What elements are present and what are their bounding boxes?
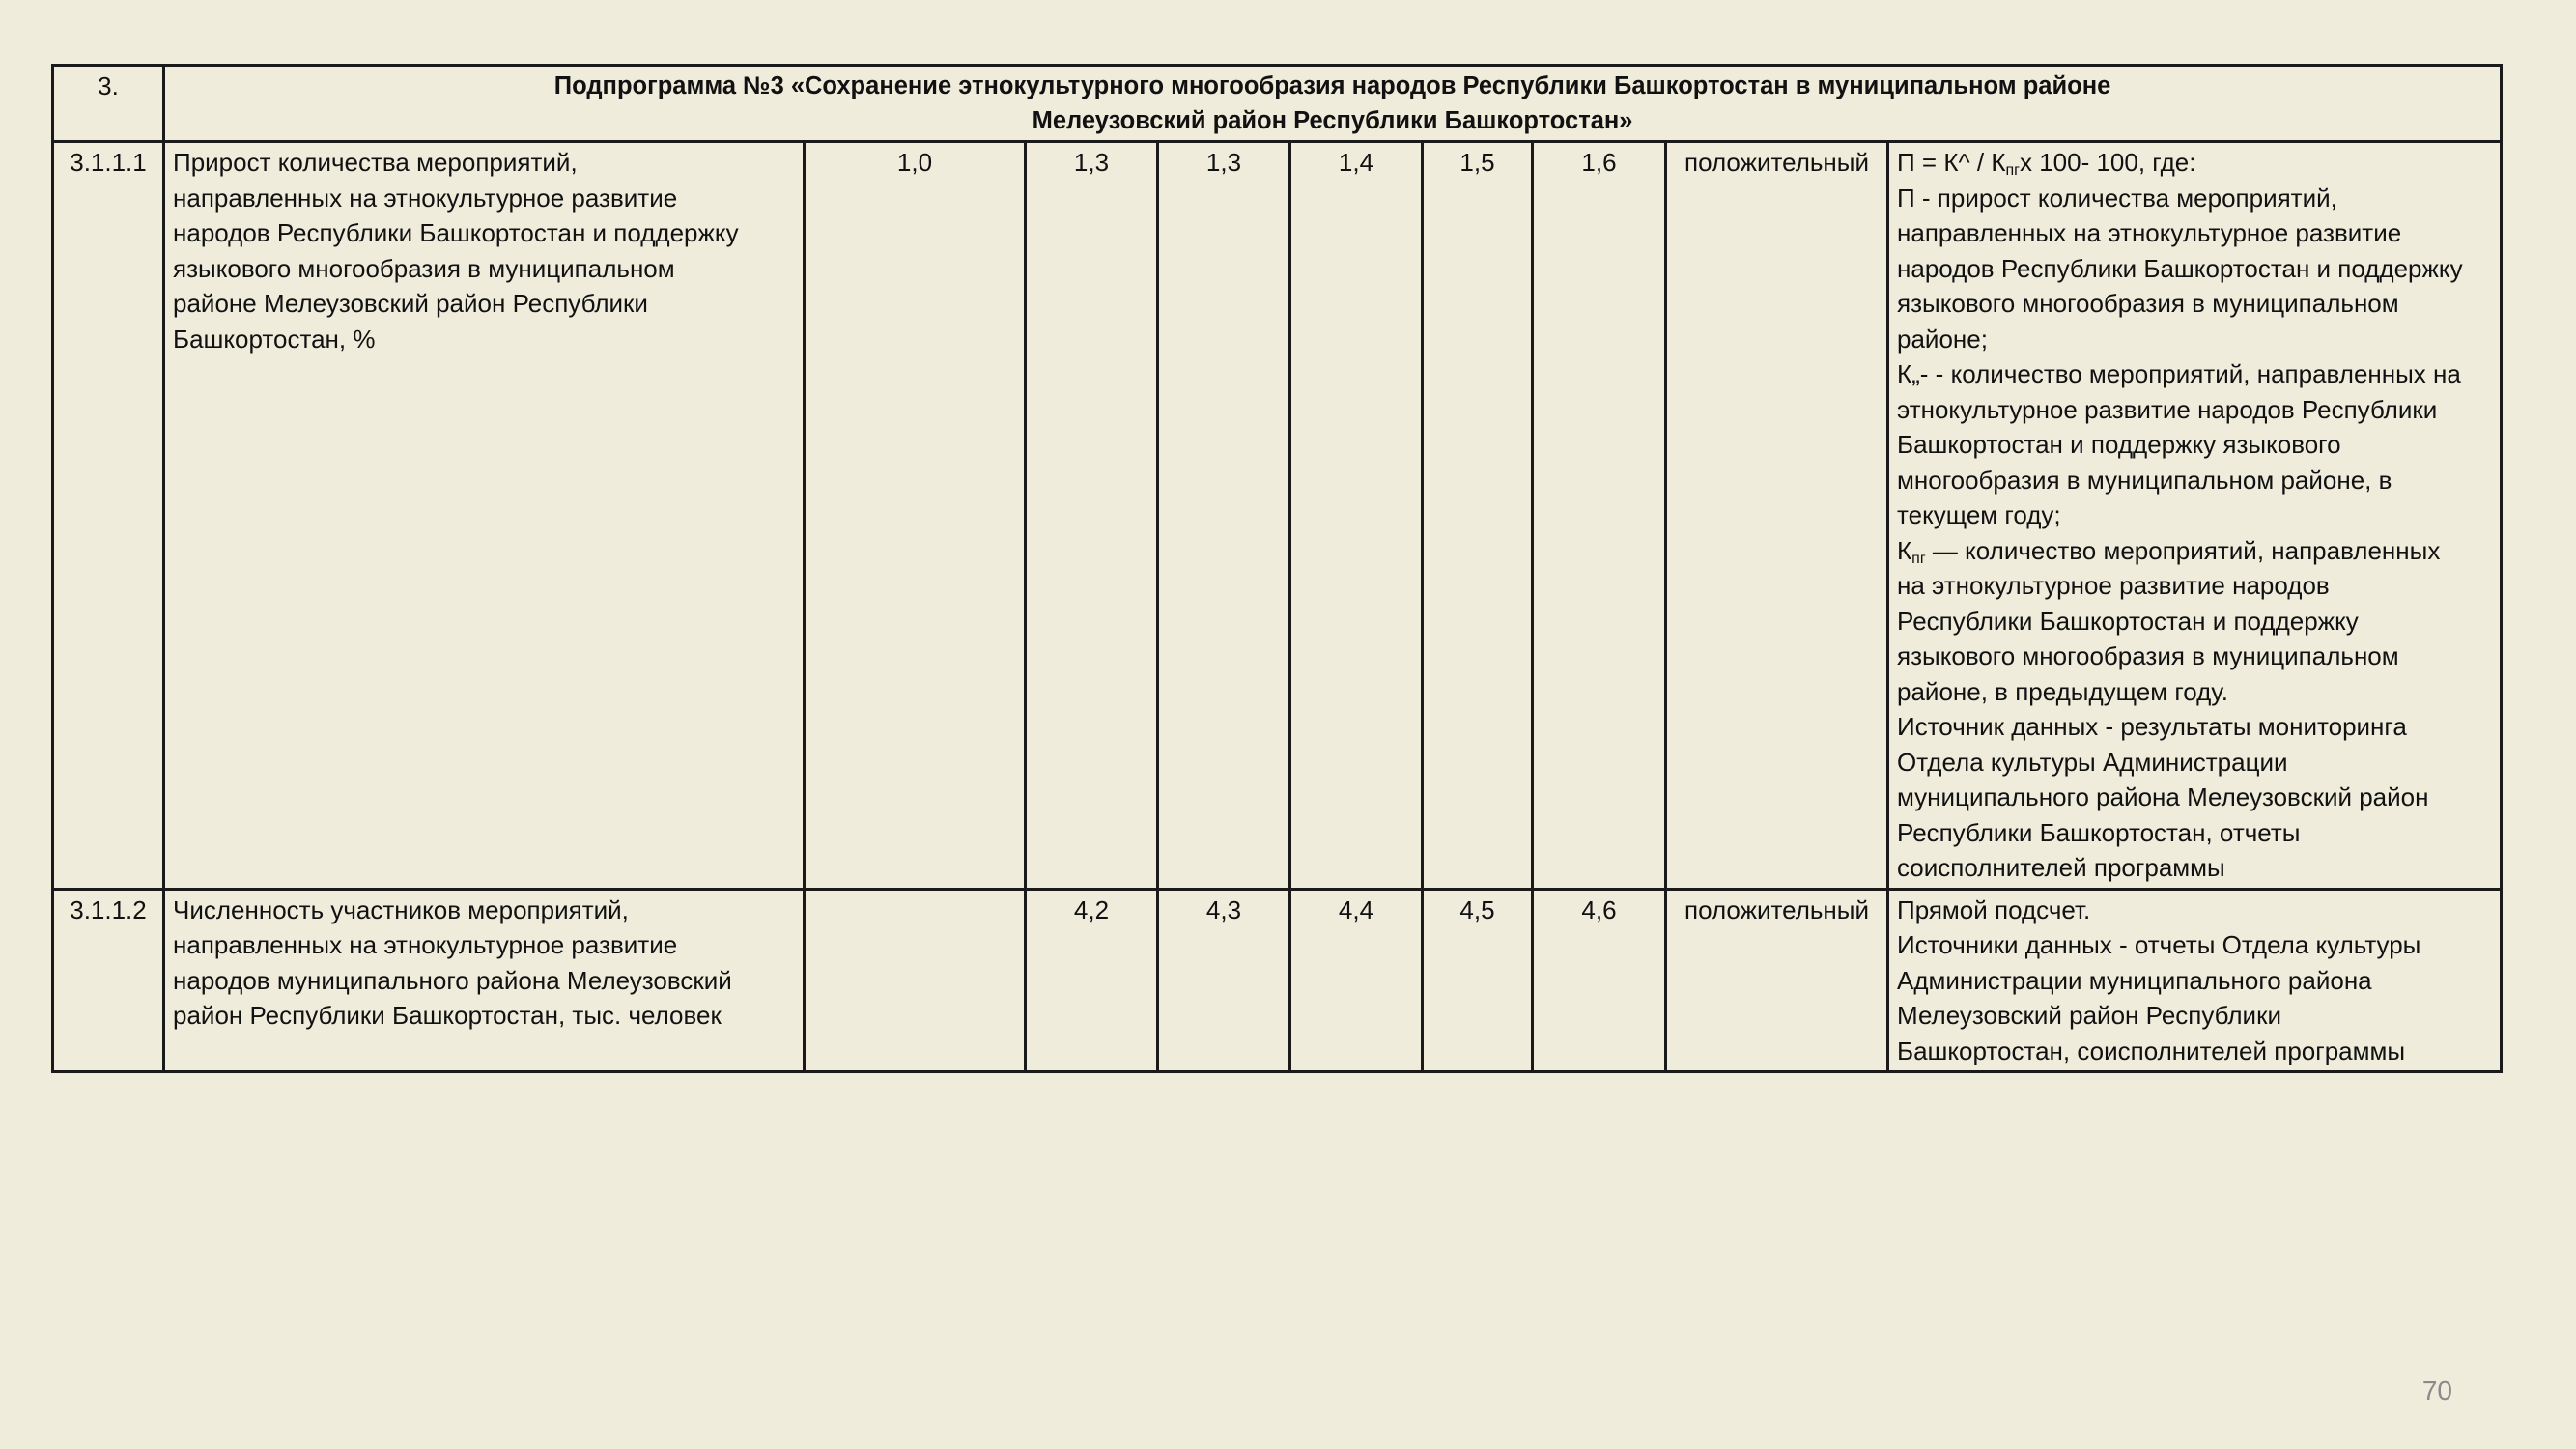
subprogram-title bbox=[164, 66, 2502, 142]
value-cell: 1,0 bbox=[805, 142, 1026, 890]
value-cell: 1,3 bbox=[1158, 142, 1290, 890]
value-cell: 4,3 bbox=[1158, 889, 1290, 1072]
calculation-method: Прямой подсчет. Источники данных - отчеты Отдела культуры Администрации муниципального района Мелеузовский район Республики Башкортостан, соисполнителей программы bbox=[1888, 889, 2502, 1072]
subprogram-title-line1: Подпрограмма №3 «Сохранение этнокультурного многообразия народов Республики Башкортостан в муниципальном районе bbox=[553, 72, 2111, 99]
value-cell: 1,4 bbox=[1290, 142, 1423, 890]
method-text: П - прирост количества мероприятий, направленных на этнокультурное развитие народов Республики Башкортостан и поддержку языкового многообразия в муниципальном районе; К„- - количество мероприятий, направленных на этнокультурное развитие народов Республики Башкортостан и поддержку языкового многообразия в муниципальном районе, в текущем году; bbox=[1897, 183, 2463, 529]
table-row bbox=[53, 142, 2502, 890]
subprogram-header-row bbox=[53, 66, 2502, 142]
page-number: 70 bbox=[2421, 1376, 2452, 1406]
indicators-table bbox=[51, 64, 2503, 1073]
trend-cell: положительный bbox=[1666, 142, 1888, 890]
value-cell: 1,5 bbox=[1423, 142, 1533, 890]
value-cell: 1,6 bbox=[1533, 142, 1666, 890]
value-cell: 4,2 bbox=[1026, 889, 1158, 1072]
value-cell: 4,4 bbox=[1290, 889, 1423, 1072]
table-row bbox=[53, 889, 2502, 1072]
kpg-text: — количество мероприятий, направленных на этнокультурное развитие народов Республики Башкортостан и поддержку языкового многообразия в муниципальном районе, в предыдущем году. Источник данных - результаты мониторинга Отдела культуры Администрации муниципального района Мелеузовский район Республики Башкортостан, отчеты соисполнителей программы bbox=[1897, 535, 2441, 882]
subprogram-title-line2: Мелеузовский район Республики Башкортостан» bbox=[1032, 107, 1633, 134]
formula-subscript: пг bbox=[2005, 162, 2020, 179]
kpg-symbol: К bbox=[1897, 535, 1912, 565]
indicator-name: Прирост количества мероприятий, направленных на этнокультурное развитие народов Республики Башкортостан и поддержку языкового многообразия в муниципальном районе Мелеузовский район Республики Башкортостан, % bbox=[164, 142, 805, 890]
row-code: 3.1.1.2 bbox=[53, 889, 164, 1072]
formula-head: П = К^ / К bbox=[1897, 148, 2006, 177]
kpg-subscript: пг bbox=[1911, 550, 1926, 567]
value-cell: 4,5 bbox=[1423, 889, 1533, 1072]
value-cell bbox=[805, 889, 1026, 1072]
value-cell: 1,3 bbox=[1026, 142, 1158, 890]
value-cell: 4,6 bbox=[1533, 889, 1666, 1072]
calculation-method bbox=[1888, 142, 2502, 890]
indicator-name: Численность участников мероприятий, направленных на этнокультурное развитие народов муниципального района Мелеузовский район Республики Башкортостан, тыс. человек bbox=[164, 889, 805, 1072]
formula-tail: х 100- 100, где: bbox=[2019, 148, 2196, 177]
subprogram-number: 3. bbox=[53, 66, 164, 142]
trend-cell: положительный bbox=[1666, 889, 1888, 1072]
row-code: 3.1.1.1 bbox=[53, 142, 164, 890]
